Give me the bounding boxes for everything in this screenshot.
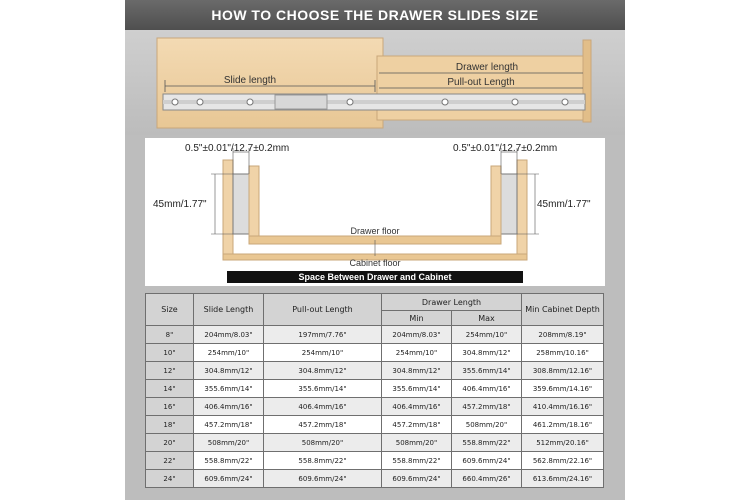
header-size: Size	[146, 294, 194, 326]
cell-min: 457.2mm/18"	[382, 416, 452, 434]
cell-depth: 562.8mm/22.16"	[522, 452, 604, 470]
table-row	[146, 344, 604, 362]
left-cabinet-wall	[223, 160, 233, 258]
left-slide-profile	[233, 174, 249, 234]
cell-pullout-length: 609.6mm/24"	[264, 470, 382, 488]
cell-size: 18"	[146, 416, 194, 434]
space-bar-label: Space Between Drawer and Cabinet	[298, 272, 452, 282]
table-row	[146, 398, 604, 416]
right-cabinet-wall	[517, 160, 527, 258]
drawer-length-label: Drawer length	[455, 62, 519, 73]
cell-size: 14"	[146, 380, 194, 398]
cell-slide-length: 254mm/10"	[194, 344, 264, 362]
slide-length-label: Slide length	[223, 75, 277, 86]
cross-section-diagram	[145, 138, 605, 286]
cell-pullout-length: 508mm/20"	[264, 434, 382, 452]
cell-depth: 512mm/20.16"	[522, 434, 604, 452]
table-row	[146, 434, 604, 452]
cell-pullout-length: 254mm/10"	[264, 344, 382, 362]
cell-depth: 359.6mm/14.16"	[522, 380, 604, 398]
cell-min: 508mm/20"	[382, 434, 452, 452]
size-table	[145, 293, 604, 488]
cell-max: 457.2mm/18"	[452, 398, 522, 416]
cell-min: 609.6mm/24"	[382, 470, 452, 488]
cell-min: 558.8mm/22"	[382, 452, 452, 470]
left-height-dimension: 45mm/1.77"	[153, 199, 207, 210]
cell-slide-length: 558.8mm/22"	[194, 452, 264, 470]
left-top-dimension: 0.5"±0.01"/12.7±0.2mm	[185, 143, 290, 154]
cell-depth: 410.4mm/16.16"	[522, 398, 604, 416]
cell-slide-length: 204mm/8.03"	[194, 326, 264, 344]
pullout-length-label: Pull-out Length	[447, 77, 515, 88]
cell-max: 355.6mm/14"	[452, 362, 522, 380]
cell-size: 12"	[146, 362, 194, 380]
cell-min: 304.8mm/12"	[382, 362, 452, 380]
header-drawer-length: Drawer Length	[382, 294, 522, 311]
cell-max: 660.4mm/26"	[452, 470, 522, 488]
right-height-dimension: 45mm/1.77"	[537, 199, 591, 210]
header-pullout-length: Pull-out Length	[264, 294, 382, 326]
cell-slide-length: 457.2mm/18"	[194, 416, 264, 434]
cell-slide-length: 406.4mm/16"	[194, 398, 264, 416]
cell-max: 508mm/20"	[452, 416, 522, 434]
right-slide-profile	[501, 174, 517, 234]
cell-min: 204mm/8.03"	[382, 326, 452, 344]
drawer-floor-label: Drawer floor	[350, 226, 400, 236]
cell-slide-length: 508mm/20"	[194, 434, 264, 452]
page-title: HOW TO CHOOSE THE DRAWER SLIDES SIZE	[125, 0, 625, 30]
cell-min: 355.6mm/14"	[382, 380, 452, 398]
cell-depth: 308.8mm/12.16"	[522, 362, 604, 380]
right-drawer-side	[491, 166, 501, 244]
cell-size: 10"	[146, 344, 194, 362]
table-row	[146, 362, 604, 380]
side-view-diagram	[125, 30, 625, 135]
cell-max: 406.4mm/16"	[452, 380, 522, 398]
header-max: Max	[452, 311, 522, 326]
slide-bearing-carriage	[275, 95, 327, 109]
cell-depth: 461.2mm/18.16"	[522, 416, 604, 434]
cell-min: 254mm/10"	[382, 344, 452, 362]
header-min-cabinet-depth: Min Cabinet Depth	[522, 294, 604, 326]
table-row	[146, 470, 604, 488]
cell-depth: 208mm/8.19"	[522, 326, 604, 344]
cell-min: 406.4mm/16"	[382, 398, 452, 416]
cell-size: 24"	[146, 470, 194, 488]
cell-slide-length: 355.6mm/14"	[194, 380, 264, 398]
header-min: Min	[382, 311, 452, 326]
cell-slide-length: 304.8mm/12"	[194, 362, 264, 380]
cell-pullout-length: 304.8mm/12"	[264, 362, 382, 380]
cell-max: 304.8mm/12"	[452, 344, 522, 362]
cabinet-floor-label: Cabinet floor	[349, 258, 401, 268]
cell-depth: 613.6mm/24.16"	[522, 470, 604, 488]
cell-pullout-length: 406.4mm/16"	[264, 398, 382, 416]
cell-pullout-length: 558.8mm/22"	[264, 452, 382, 470]
cell-pullout-length: 457.2mm/18"	[264, 416, 382, 434]
cross-section-svg	[145, 138, 605, 286]
cell-slide-length: 609.6mm/24"	[194, 470, 264, 488]
cell-max: 254mm/10"	[452, 326, 522, 344]
side-view-svg	[125, 30, 625, 135]
right-top-dimension: 0.5"±0.01"/12.7±0.2mm	[453, 143, 558, 154]
size-table-wrapper	[145, 293, 603, 488]
header-slide-length: Slide Length	[194, 294, 264, 326]
cell-pullout-length: 355.6mm/14"	[264, 380, 382, 398]
table-row	[146, 452, 604, 470]
cell-size: 8"	[146, 326, 194, 344]
cell-max: 558.8mm/22"	[452, 434, 522, 452]
cell-max: 609.6mm/24"	[452, 452, 522, 470]
cell-size: 20"	[146, 434, 194, 452]
table-row	[146, 380, 604, 398]
infographic-panel	[125, 0, 625, 500]
table-row	[146, 326, 604, 344]
left-drawer-side	[249, 166, 259, 244]
cell-pullout-length: 197mm/7.76"	[264, 326, 382, 344]
cell-size: 22"	[146, 452, 194, 470]
cell-depth: 258mm/10.16"	[522, 344, 604, 362]
table-row	[146, 416, 604, 434]
cell-size: 16"	[146, 398, 194, 416]
